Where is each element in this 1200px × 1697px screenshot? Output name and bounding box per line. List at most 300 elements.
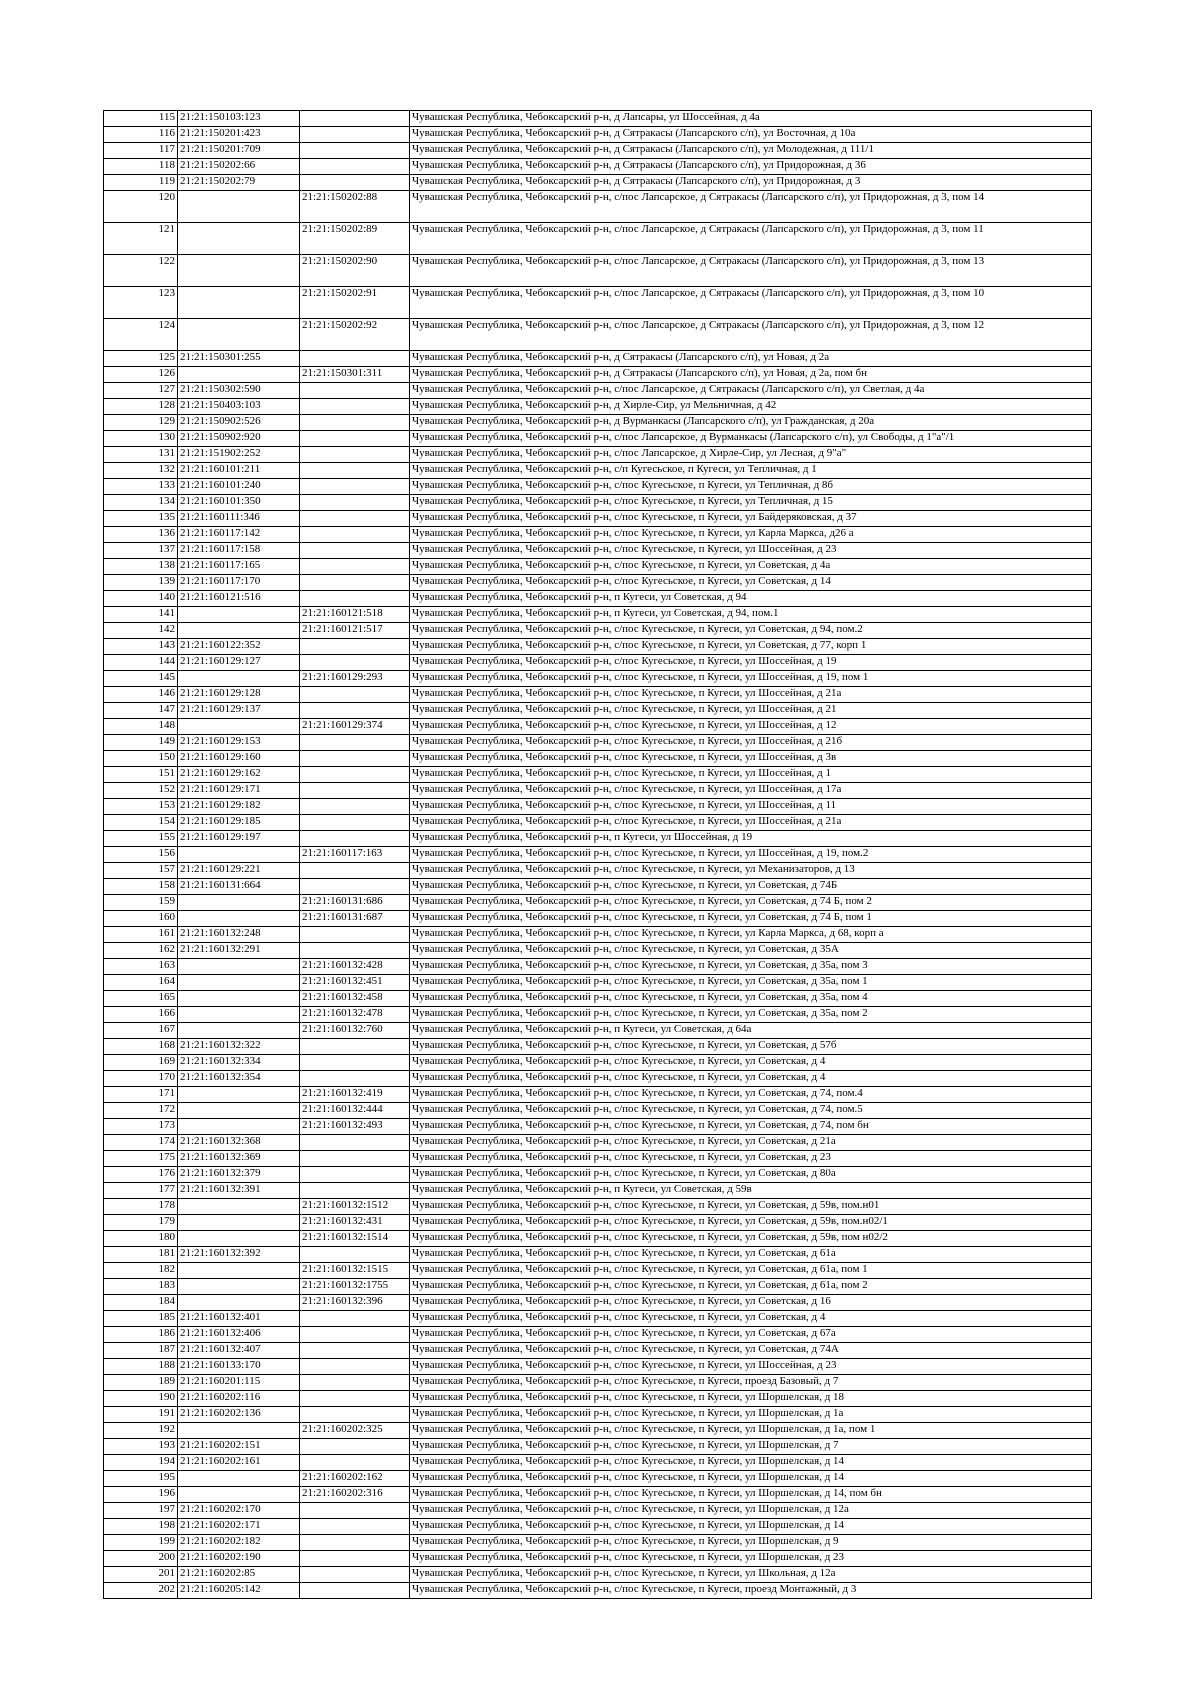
address-prefix: Чувашская Республика, Чебоксарский р-н,: [412, 255, 615, 267]
address-prefix: Чувашская Республика, Чебоксарский р-н,: [412, 575, 615, 587]
table-row: [104, 975, 1092, 991]
address-detail: с/пос Кугесьское, п Кугеси, ул Советская, д 35а, пом 2: [614, 1007, 868, 1019]
address-prefix: Чувашская Республика, Чебоксарский р-н,: [412, 1055, 615, 1067]
land-cadastral-number: 21:21:160201:115: [178, 1375, 300, 1391]
land-cadastral-number: 21:21:160129:128: [178, 687, 300, 703]
address-prefix: Чувашская Республика, Чебоксарский р-н,: [412, 463, 615, 475]
address-detail: д Сятракасы (Лапсарского с/п), ул Восточная, д 10а: [614, 127, 856, 139]
address-prefix: Чувашская Республика, Чебоксарский р-н,: [412, 863, 615, 875]
table-row: [104, 1583, 1092, 1599]
building-cadastral-number: [300, 431, 410, 447]
address-prefix: Чувашская Республика, Чебоксарский р-н,: [412, 1199, 615, 1211]
row-number: 199: [104, 1535, 178, 1551]
building-cadastral-number: [300, 1247, 410, 1263]
building-cadastral-number: [300, 751, 410, 767]
address: [410, 687, 1092, 703]
table-row: [104, 1119, 1092, 1135]
row-number: 120: [104, 191, 178, 223]
address-detail: с/пос Кугесьское, п Кугеси, ул Шоршелская, д 7: [614, 1439, 839, 1451]
address-prefix: Чувашская Республика, Чебоксарский р-н,: [412, 351, 615, 363]
table-row: [104, 159, 1092, 175]
row-number: 118: [104, 159, 178, 175]
address-detail: с/пос Лапсарское, д Сятракасы (Лапсарского с/п), ул Придорожная, д 3, пом 11: [614, 223, 984, 235]
building-cadastral-number: [300, 783, 410, 799]
address: [410, 591, 1092, 607]
building-cadastral-number: 21:21:150202:91: [300, 287, 410, 319]
row-number: 159: [104, 895, 178, 911]
land-cadastral-number: 21:21:160129:127: [178, 655, 300, 671]
table-row: [104, 1567, 1092, 1583]
address: [410, 911, 1092, 927]
address: [410, 1135, 1092, 1151]
address-prefix: Чувашская Республика, Чебоксарский р-н,: [412, 831, 615, 843]
address: [410, 1183, 1092, 1199]
row-number: 184: [104, 1295, 178, 1311]
address: [410, 223, 1092, 255]
address-prefix: Чувашская Республика, Чебоксарский р-н,: [412, 1087, 615, 1099]
land-cadastral-number: 21:21:160117:158: [178, 543, 300, 559]
address-detail: с/пос Кугесьское, п Кугеси, ул Карла Маркса, д26 а: [614, 527, 854, 539]
land-cadastral-number: 21:21:160122:352: [178, 639, 300, 655]
land-cadastral-number: 21:21:160202:171: [178, 1519, 300, 1535]
address-detail: с/пос Кугесьское, п Кугеси, ул Советская, д 4: [614, 1055, 826, 1067]
table-row: [104, 367, 1092, 383]
address-prefix: Чувашская Республика, Чебоксарский р-н,: [412, 319, 615, 331]
table-row: [104, 671, 1092, 687]
address: [410, 703, 1092, 719]
row-number: 185: [104, 1311, 178, 1327]
address: [410, 623, 1092, 639]
row-number: 122: [104, 255, 178, 287]
address: [410, 1375, 1092, 1391]
building-cadastral-number: [300, 735, 410, 751]
table-row: [104, 1455, 1092, 1471]
address-prefix: Чувашская Республика, Чебоксарский р-н,: [412, 1103, 615, 1115]
table-row: [104, 831, 1092, 847]
table-row: [104, 1439, 1092, 1455]
building-cadastral-number: [300, 1167, 410, 1183]
table-row: [104, 751, 1092, 767]
land-cadastral-number: [178, 255, 300, 287]
row-number: 165: [104, 991, 178, 1007]
land-cadastral-number: 21:21:160132:407: [178, 1343, 300, 1359]
table-row: [104, 1263, 1092, 1279]
address-prefix: Чувашская Республика, Чебоксарский р-н,: [412, 1391, 615, 1403]
row-number: 177: [104, 1183, 178, 1199]
address-prefix: Чувашская Республика, Чебоксарский р-н,: [412, 703, 615, 715]
row-number: 161: [104, 927, 178, 943]
address: [410, 927, 1092, 943]
address: [410, 127, 1092, 143]
table-row: [104, 415, 1092, 431]
address: [410, 367, 1092, 383]
building-cadastral-number: [300, 383, 410, 399]
building-cadastral-number: [300, 815, 410, 831]
address-prefix: Чувашская Республика, Чебоксарский р-н,: [412, 1535, 615, 1547]
land-cadastral-number: 21:21:150201:709: [178, 143, 300, 159]
address: [410, 943, 1092, 959]
address-detail: с/пос Лапсарское, д Сятракасы (Лапсарского с/п), ул Придорожная, д 3, пом 13: [614, 255, 985, 267]
building-cadastral-number: 21:21:160132:428: [300, 959, 410, 975]
address-detail: с/пос Кугесьское, п Кугеси, ул Шоссейная, д 23: [614, 1359, 837, 1371]
building-cadastral-number: [300, 143, 410, 159]
land-cadastral-number: 21:21:160132:354: [178, 1071, 300, 1087]
building-cadastral-number: [300, 1551, 410, 1567]
land-cadastral-number: [178, 1119, 300, 1135]
building-cadastral-number: 21:21:160132:396: [300, 1295, 410, 1311]
row-number: 150: [104, 751, 178, 767]
land-cadastral-number: 21:21:160129:197: [178, 831, 300, 847]
address-prefix: Чувашская Республика, Чебоксарский р-н,: [412, 655, 615, 667]
address-prefix: Чувашская Республика, Чебоксарский р-н,: [412, 1119, 615, 1131]
land-cadastral-number: 21:21:160129:162: [178, 767, 300, 783]
address-detail: д Сятракасы (Лапсарского с/п), ул Придорожная, д 36: [614, 159, 866, 171]
table-row: [104, 431, 1092, 447]
address-detail: с/пос Кугесьское, п Кугеси, ул Шоссейная, д 17а: [614, 783, 842, 795]
row-number: 198: [104, 1519, 178, 1535]
address: [410, 1231, 1092, 1247]
address-detail: с/пос Кугесьское, п Кугеси, ул Советская, д 4: [614, 1071, 826, 1083]
address: [410, 1551, 1092, 1567]
land-cadastral-number: [178, 1103, 300, 1119]
address: [410, 719, 1092, 735]
table-row: [104, 1519, 1092, 1535]
address-detail: с/пос Кугесьское, п Кугеси, ул Советская, д 59в, пом н02/2: [614, 1231, 888, 1243]
building-cadastral-number: [300, 591, 410, 607]
address-detail: с/пос Кугесьское, п Кугеси, ул Советская, д 16: [614, 1295, 831, 1307]
address-detail: с/пос Кугесьское, п Кугеси, ул Шоршелская, д 9: [614, 1535, 839, 1547]
address: [410, 1407, 1092, 1423]
address-prefix: Чувашская Республика, Чебоксарский р-н,: [412, 479, 615, 491]
address: [410, 815, 1092, 831]
address-detail: с/пос Кугесьское, п Кугеси, ул Советская, д 4: [614, 1311, 826, 1323]
table-row: [104, 527, 1092, 543]
address: [410, 847, 1092, 863]
row-number: 164: [104, 975, 178, 991]
land-cadastral-number: 21:21:160117:165: [178, 559, 300, 575]
address-prefix: Чувашская Республика, Чебоксарский р-н,: [412, 687, 615, 699]
table-row: [104, 927, 1092, 943]
land-cadastral-number: [178, 1087, 300, 1103]
table-row: [104, 1551, 1092, 1567]
address-prefix: Чувашская Республика, Чебоксарский р-н,: [412, 735, 615, 747]
address-detail: п Кугеси, ул Советская, д 94, пом.1: [614, 607, 779, 619]
address: [410, 639, 1092, 655]
address: [410, 991, 1092, 1007]
land-cadastral-number: [178, 719, 300, 735]
address: [410, 1007, 1092, 1023]
building-cadastral-number: [300, 479, 410, 495]
address: [410, 735, 1092, 751]
building-cadastral-number: [300, 1311, 410, 1327]
address-detail: с/пос Кугесьское, п Кугеси, ул Советская, д 74, пом бн: [614, 1119, 869, 1131]
address-prefix: Чувашская Республика, Чебоксарский р-н,: [412, 1279, 615, 1291]
land-cadastral-number: 21:21:150302:590: [178, 383, 300, 399]
address: [410, 783, 1092, 799]
address-detail: с/пос Кугесьское, п Кугеси, ул Механизаторов, д 13: [614, 863, 855, 875]
address: [410, 575, 1092, 591]
address-detail: д Вурманкасы (Лапсарского с/п), ул Гражданская, д 20а: [614, 415, 875, 427]
address-prefix: Чувашская Республика, Чебоксарский р-н,: [412, 1487, 615, 1499]
table-row: [104, 607, 1092, 623]
row-number: 126: [104, 367, 178, 383]
row-number: 186: [104, 1327, 178, 1343]
land-cadastral-number: [178, 191, 300, 223]
table-row: [104, 1407, 1092, 1423]
address-prefix: Чувашская Республика, Чебоксарский р-н,: [412, 111, 615, 123]
address: [410, 751, 1092, 767]
table-row: [104, 703, 1092, 719]
row-number: 134: [104, 495, 178, 511]
address: [410, 479, 1092, 495]
land-cadastral-number: 21:21:160132:401: [178, 1311, 300, 1327]
land-cadastral-number: [178, 1199, 300, 1215]
address-detail: д Лапсары, ул Шоссейная, д 4а: [614, 111, 760, 123]
building-cadastral-number: [300, 1343, 410, 1359]
row-number: 127: [104, 383, 178, 399]
table-row: [104, 767, 1092, 783]
address-prefix: Чувашская Республика, Чебоксарский р-н,: [412, 895, 615, 907]
building-cadastral-number: 21:21:160131:687: [300, 911, 410, 927]
registry-table-body: [104, 111, 1092, 1599]
row-number: 121: [104, 223, 178, 255]
address: [410, 975, 1092, 991]
table-row: [104, 1151, 1092, 1167]
address-detail: д Сятракасы (Лапсарского с/п), ул Новая, д 2а: [614, 351, 830, 363]
land-cadastral-number: 21:21:150301:255: [178, 351, 300, 367]
table-row: [104, 911, 1092, 927]
table-row: [104, 575, 1092, 591]
table-row: [104, 591, 1092, 607]
row-number: 167: [104, 1023, 178, 1039]
address-detail: с/пос Кугесьское, п Кугеси, ул Байдеряковская, д 37: [614, 511, 857, 523]
address-detail: с/пос Кугесьское, п Кугеси, ул Советская, д 67а: [614, 1327, 836, 1339]
table-row: [104, 351, 1092, 367]
address-prefix: Чувашская Республика, Чебоксарский р-н,: [412, 559, 615, 571]
building-cadastral-number: [300, 159, 410, 175]
address: [410, 1071, 1092, 1087]
address-detail: п Кугеси, ул Шоссейная, д 19: [614, 831, 753, 843]
address-prefix: Чувашская Республика, Чебоксарский р-н,: [412, 751, 615, 763]
address-prefix: Чувашская Республика, Чебоксарский р-н,: [412, 1407, 615, 1419]
address: [410, 527, 1092, 543]
address: [410, 1423, 1092, 1439]
address-prefix: Чувашская Республика, Чебоксарский р-н,: [412, 1455, 615, 1467]
land-cadastral-number: 21:21:160132:368: [178, 1135, 300, 1151]
row-number: 129: [104, 415, 178, 431]
building-cadastral-number: [300, 1055, 410, 1071]
registry-table: [103, 110, 1092, 1599]
address-prefix: Чувашская Республика, Чебоксарский р-н,: [412, 1215, 615, 1227]
address-prefix: Чувашская Республика, Чебоксарский р-н,: [412, 1503, 615, 1515]
land-cadastral-number: 21:21:160132:291: [178, 943, 300, 959]
address: [410, 1583, 1092, 1599]
table-row: [104, 1487, 1092, 1503]
building-cadastral-number: [300, 447, 410, 463]
address-prefix: Чувашская Республика, Чебоксарский р-н,: [412, 1327, 615, 1339]
table-row: [104, 655, 1092, 671]
address-prefix: Чувашская Республика, Чебоксарский р-н,: [412, 815, 615, 827]
address-detail: с/пос Лапсарское, д Сятракасы (Лапсарского с/п), ул Придорожная, д 3, пом 10: [614, 287, 985, 299]
address-prefix: Чувашская Республика, Чебоксарский р-н,: [412, 447, 615, 459]
row-number: 172: [104, 1103, 178, 1119]
row-number: 194: [104, 1455, 178, 1471]
row-number: 176: [104, 1167, 178, 1183]
address-prefix: Чувашская Республика, Чебоксарский р-н,: [412, 639, 615, 651]
building-cadastral-number: [300, 175, 410, 191]
table-row: [104, 687, 1092, 703]
address-detail: с/пос Кугесьское, п Кугеси, ул Советская, д 35А: [614, 943, 839, 955]
address: [410, 1439, 1092, 1455]
building-cadastral-number: [300, 1455, 410, 1471]
address-detail: с/пос Кугесьское, п Кугеси, ул Советская, д 74Б: [614, 879, 838, 891]
land-cadastral-number: 21:21:160129:137: [178, 703, 300, 719]
row-number: 201: [104, 1567, 178, 1583]
table-row: [104, 447, 1092, 463]
table-row: [104, 1071, 1092, 1087]
land-cadastral-number: 21:21:160129:160: [178, 751, 300, 767]
row-number: 171: [104, 1087, 178, 1103]
building-cadastral-number: [300, 1135, 410, 1151]
row-number: 141: [104, 607, 178, 623]
address-detail: с/пос Кугесьское, п Кугеси, ул Шоршелская, д 18: [614, 1391, 845, 1403]
row-number: 182: [104, 1263, 178, 1279]
land-cadastral-number: [178, 1023, 300, 1039]
address: [410, 1343, 1092, 1359]
address-prefix: Чувашская Республика, Чебоксарский р-н,: [412, 719, 615, 731]
building-cadastral-number: 21:21:160202:325: [300, 1423, 410, 1439]
address-detail: с/пос Кугесьское, п Кугеси, ул Советская, д 57б: [614, 1039, 837, 1051]
land-cadastral-number: [178, 607, 300, 623]
address: [410, 879, 1092, 895]
address-detail: с/пос Кугесьское, п Кугеси, ул Советская, д 35а, пом 1: [614, 975, 868, 987]
address: [410, 1295, 1092, 1311]
address-detail: с/пос Кугесьское, п Кугеси, ул Советская, д 23: [614, 1151, 831, 1163]
row-number: 131: [104, 447, 178, 463]
building-cadastral-number: [300, 559, 410, 575]
table-row: [104, 863, 1092, 879]
building-cadastral-number: 21:21:150202:92: [300, 319, 410, 351]
address: [410, 559, 1092, 575]
table-row: [104, 783, 1092, 799]
row-number: 180: [104, 1231, 178, 1247]
row-number: 124: [104, 319, 178, 351]
row-number: 148: [104, 719, 178, 735]
row-number: 142: [104, 623, 178, 639]
address: [410, 1151, 1092, 1167]
address-detail: с/пос Кугесьское, п Кугеси, ул Советская, д 4а: [614, 559, 831, 571]
address: [410, 1199, 1092, 1215]
address-prefix: Чувашская Республика, Чебоксарский р-н,: [412, 767, 615, 779]
address-prefix: Чувашская Республика, Чебоксарский р-н,: [412, 1039, 615, 1051]
building-cadastral-number: 21:21:160121:518: [300, 607, 410, 623]
building-cadastral-number: 21:21:150202:90: [300, 255, 410, 287]
row-number: 138: [104, 559, 178, 575]
address: [410, 1567, 1092, 1583]
row-number: 123: [104, 287, 178, 319]
row-number: 191: [104, 1407, 178, 1423]
building-cadastral-number: 21:21:160132:458: [300, 991, 410, 1007]
table-row: [104, 879, 1092, 895]
address-detail: с/пос Кугесьское, п Кугеси, ул Шоссейная, д 21а: [614, 815, 842, 827]
row-number: 170: [104, 1071, 178, 1087]
table-row: [104, 943, 1092, 959]
table-row: [104, 223, 1092, 255]
table-row: [104, 255, 1092, 287]
address: [410, 1247, 1092, 1263]
land-cadastral-number: 21:21:160129:182: [178, 799, 300, 815]
building-cadastral-number: [300, 703, 410, 719]
table-row: [104, 1327, 1092, 1343]
address-detail: с/пос Кугесьское, п Кугеси, ул Карла Маркса, д 68, корп а: [614, 927, 884, 939]
address-prefix: Чувашская Республика, Чебоксарский р-н,: [412, 1519, 615, 1531]
building-cadastral-number: [300, 1151, 410, 1167]
address-prefix: Чувашская Республика, Чебоксарский р-н,: [412, 1151, 615, 1163]
row-number: 157: [104, 863, 178, 879]
land-cadastral-number: 21:21:160202:182: [178, 1535, 300, 1551]
land-cadastral-number: 21:21:160129:221: [178, 863, 300, 879]
table-row: [104, 1423, 1092, 1439]
address-prefix: Чувашская Республика, Чебоксарский р-н,: [412, 1343, 615, 1355]
address-detail: п Кугеси, ул Советская, д 64а: [614, 1023, 752, 1035]
table-row: [104, 1135, 1092, 1151]
land-cadastral-number: 21:21:160132:322: [178, 1039, 300, 1055]
row-number: 197: [104, 1503, 178, 1519]
table-row: [104, 1503, 1092, 1519]
row-number: 151: [104, 767, 178, 783]
building-cadastral-number: [300, 1359, 410, 1375]
address-detail: с/пос Кугесьское, п Кугеси, ул Тепличная, д 8б: [614, 479, 834, 491]
land-cadastral-number: 21:21:151902:252: [178, 447, 300, 463]
building-cadastral-number: 21:21:160132:1515: [300, 1263, 410, 1279]
address-detail: с/пос Кугесьское, п Кугеси, ул Шоссейная, д 19, пом 1: [614, 671, 869, 683]
address: [410, 319, 1092, 351]
building-cadastral-number: 21:21:160131:686: [300, 895, 410, 911]
address-prefix: Чувашская Республика, Чебоксарский р-н,: [412, 879, 615, 891]
address-prefix: Чувашская Республика, Чебоксарский р-н,: [412, 431, 615, 443]
address-prefix: Чувашская Республика, Чебоксарский р-н,: [412, 495, 615, 507]
land-cadastral-number: 21:21:160205:142: [178, 1583, 300, 1599]
address: [410, 543, 1092, 559]
table-row: [104, 559, 1092, 575]
land-cadastral-number: [178, 1231, 300, 1247]
address-detail: с/пос Кугесьское, п Кугеси, ул Шоршелская, д 14: [614, 1519, 845, 1531]
row-number: 193: [104, 1439, 178, 1455]
row-number: 166: [104, 1007, 178, 1023]
address-detail: с/пос Кугесьское, п Кугеси, ул Советская, д 59в, пом.н01: [614, 1199, 880, 1211]
address: [410, 863, 1092, 879]
address-detail: с/пос Кугесьское, п Кугеси, ул Шоссейная, д 21а: [614, 687, 842, 699]
building-cadastral-number: [300, 687, 410, 703]
row-number: 160: [104, 911, 178, 927]
address: [410, 1311, 1092, 1327]
building-cadastral-number: [300, 831, 410, 847]
address-detail: с/пос Кугесьское, п Кугеси, ул Шоршелская, д 1а: [614, 1407, 844, 1419]
land-cadastral-number: 21:21:160117:170: [178, 575, 300, 591]
building-cadastral-number: [300, 127, 410, 143]
row-number: 174: [104, 1135, 178, 1151]
building-cadastral-number: [300, 1071, 410, 1087]
address: [410, 1279, 1092, 1295]
building-cadastral-number: [300, 863, 410, 879]
address-prefix: Чувашская Республика, Чебоксарский р-н,: [412, 527, 615, 539]
address-detail: с/пос Кугесьское, п Кугеси, ул Советская, д 77, корп 1: [614, 639, 867, 651]
row-number: 139: [104, 575, 178, 591]
table-row: [104, 319, 1092, 351]
table-row: [104, 623, 1092, 639]
row-number: 143: [104, 639, 178, 655]
address-detail: с/пос Кугесьское, п Кугеси, ул Шоссейная, д 12: [614, 719, 837, 731]
